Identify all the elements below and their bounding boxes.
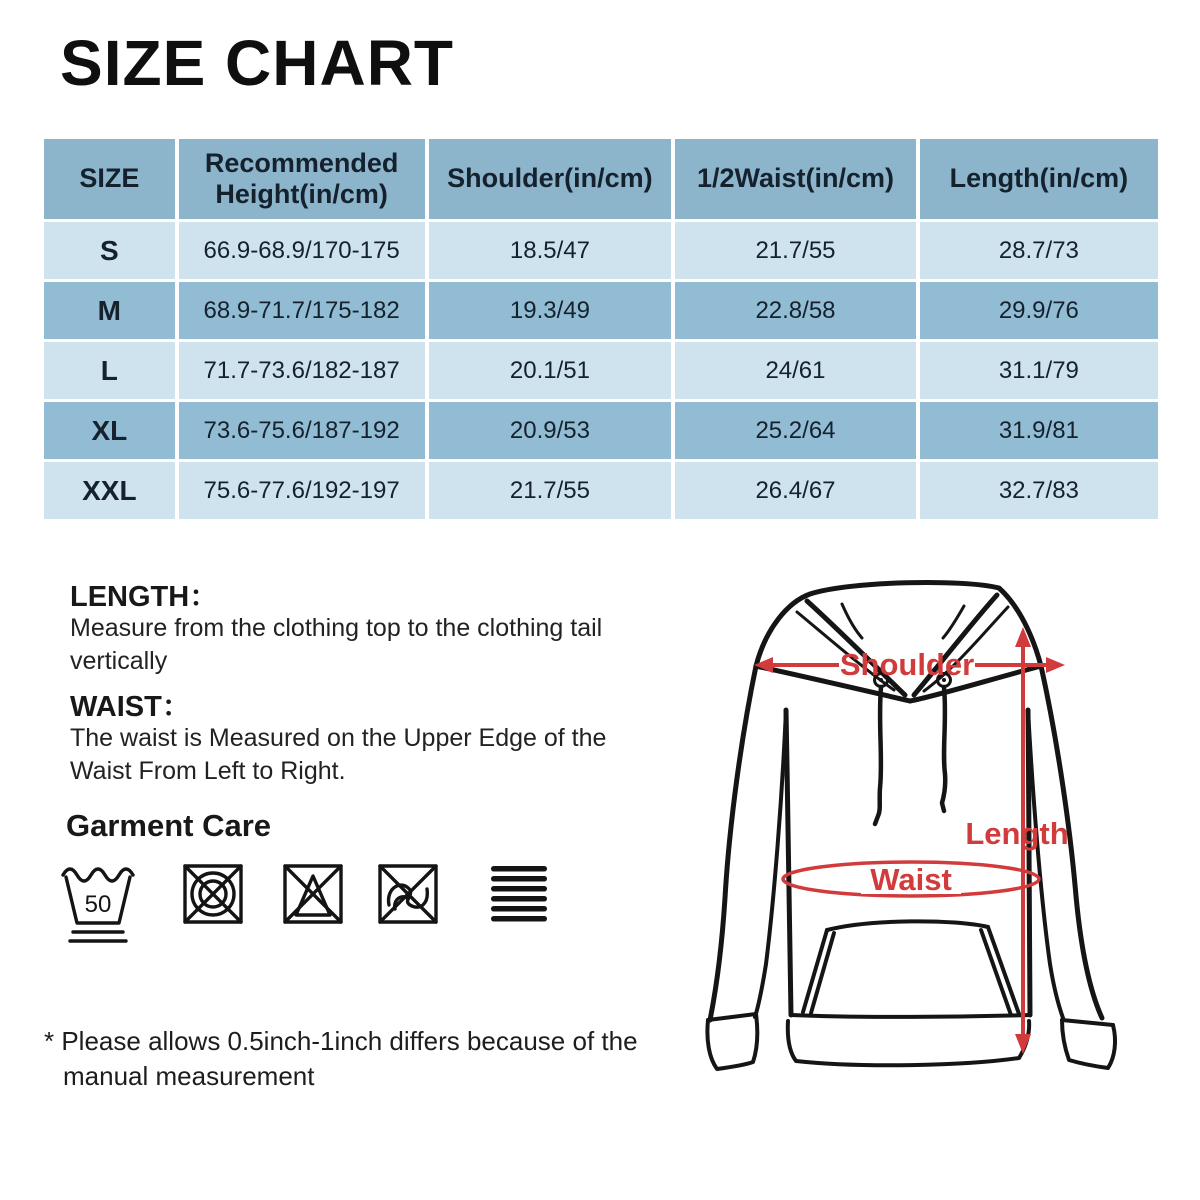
shoulder-label: Shoulder [839,647,975,682]
waist-note-label: WAIST： [70,691,191,723]
table-row [44,222,1158,279]
size-cell: XXL [44,462,175,519]
size-cell: L [44,342,175,399]
column-header-height: Recommended Height(in/cm) [179,139,425,219]
table-cell: 24/61 [675,342,915,399]
waist-label: Waist [870,862,952,897]
do-not-wring-icon [376,860,440,928]
table-cell: 19.3/49 [429,282,672,339]
length-label: Length [965,816,1069,851]
table-row [44,462,1158,519]
table-cell: 31.9/81 [920,402,1158,459]
table-cell: 20.9/53 [429,402,672,459]
wash-at-50-icon [60,852,136,948]
column-header-shoulder: Shoulder(in/cm) [429,139,672,219]
table-cell: 22.8/58 [675,282,915,339]
table-cell: 71.7-73.6/182-187 [179,342,425,399]
table-header-row [44,139,1158,219]
page-title: SIZE CHART [60,27,454,99]
hoodie-measurement-diagram [698,568,1182,1112]
dry-flat-icon [488,862,550,926]
size-cell: M [44,282,175,339]
size-cell: XL [44,402,175,459]
table-cell: 29.9/76 [920,282,1158,339]
table-row [44,282,1158,339]
waist-note-text: The waist is Measured on the Upper Edge of the Waist From Left to Right. [70,724,607,785]
size-table [40,136,1162,522]
wash-temperature-label: 50 [84,891,112,918]
table-cell: 73.6-75.6/187-192 [179,402,425,459]
length-note-text: Measure from the clothing top to the clothing tail vertically [70,614,603,675]
table-cell: 68.9-71.7/175-182 [179,282,425,339]
measurement-disclaimer: * Please allows 0.5inch-1inch differs because of the manual measurement [44,1026,638,1092]
table-cell: 20.1/51 [429,342,672,399]
table-cell: 25.2/64 [675,402,915,459]
arrowhead-right [1046,657,1065,673]
table-row [44,402,1158,459]
do-not-tumble-dry-icon [181,860,245,928]
length-note-label: LENGTH： [70,581,219,613]
table-cell: 32.7/83 [920,462,1158,519]
garment-care-heading: Garment Care [66,808,272,843]
table-cell: 21.7/55 [429,462,672,519]
column-header-size: SIZE [44,139,175,219]
column-header-waist: 1/2Waist(in/cm) [675,139,915,219]
arrowhead-down [1015,1034,1031,1054]
table-cell: 31.1/79 [920,342,1158,399]
table-cell: 21.7/55 [675,222,915,279]
table-row [44,342,1158,399]
drawstring [942,687,945,811]
table-cell: 26.4/67 [675,462,915,519]
do-not-bleach-icon [281,860,345,928]
table-cell: 18.5/47 [429,222,672,279]
table-cell: 66.9-68.9/170-175 [179,222,425,279]
drawstring [875,687,881,824]
size-cell: S [44,222,175,279]
table-cell: 75.6-77.6/192-197 [179,462,425,519]
column-header-length: Length(in/cm) [920,139,1158,219]
table-cell: 28.7/73 [920,222,1158,279]
